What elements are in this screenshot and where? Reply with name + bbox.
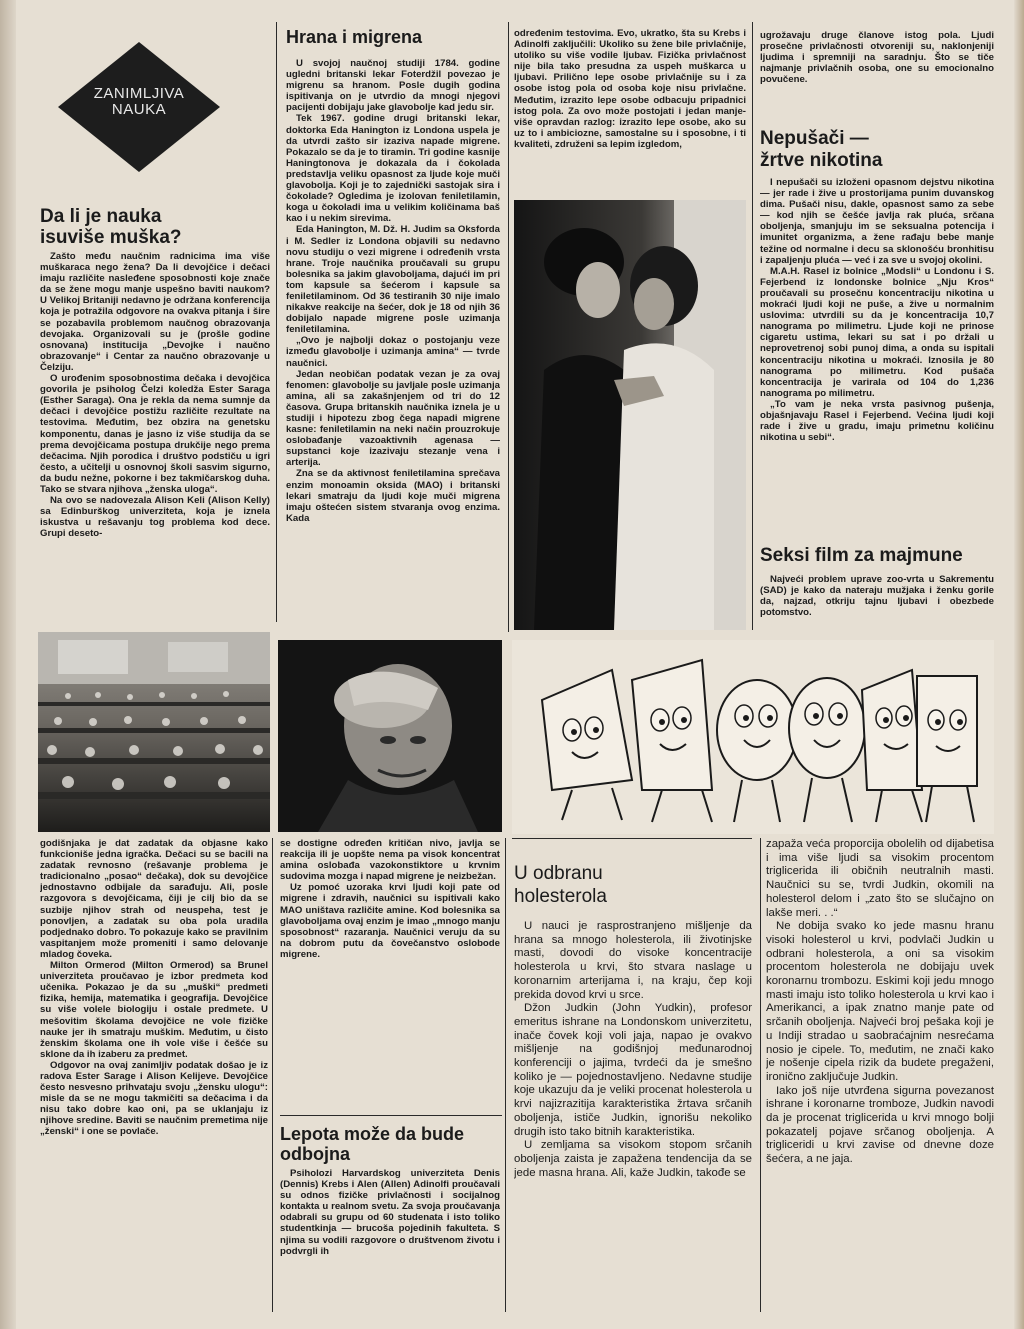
paragraph: Zna se da aktivnost feniletilamina sprečava enzim monoamin oksida (MAO) i britanski lekari smatraju da ljudi koje muči migrena imaju oštećen sistem stvaranja ovog enzima. Kada <box>286 468 500 524</box>
article-6-body-right <box>766 838 994 1312</box>
man-holding-head-image <box>278 640 502 832</box>
paragraph: Iako još nije utvrđena sigurna povezanost ishrane i koronarne tromboze, Judkin navodi da je procenat triglicerida u krvi mnogo bolji pokazatelj pojave srčanog oboljenja. A trigliceridi u krvi zavise od dnevne doze šećera, a ne jaja. <box>766 1084 994 1166</box>
column-rule <box>272 838 273 1312</box>
lecture-hall-photo <box>38 632 270 832</box>
article-4-title <box>760 128 994 172</box>
paragraph: I nepušači su izloženi opasnom dejstvu nikotina — jer rade i žive u prostorijama punim duvanskog dima. Pušači nisu, dakle, opasnost samo za sebe — kod njih se češće javlja rak pluća, srčana oboljenja, smanjuju im se seksualna potencija i imunitet organizma, a žene rađaju bebe manje težine od normalne i decu sa sklonošću bronhitisu i zapaljenju pluća — već i za sve u svojoj okolini. <box>760 177 994 266</box>
paragraph: U nauci je rasprostranjeno mišljenje da hrana sa mnogo holesterola, ili životinjske masti, dovodi do visoke koncentracije holesterola u krvi, što stvara naslage u koronarnim arterijama i, na kraju, čep koji prekida dovod krvi u srce. <box>514 920 752 1001</box>
paragraph: Tek 1967. godine drugi britanski lekar, doktorka Eda Hanington iz Londona uspela je da utvrdi zašto sir izaziva napade migrene. Pokazalo se da je to tiramin. Tri godine kasnije Haningtonova je dokazala da i čokolada predstavlja veliku opasnost za ljude koje muči glavobolja. Koji je to zajednički sastojak sira i čokolade? Ogledima je izolovan feniletilamin, koga u čokoladi ima u velikim količinama baš kao i u nekim sirevima. <box>286 113 500 225</box>
column-rule <box>508 22 509 632</box>
paragraph: Odgovor na ovaj zanimljiv podatak došao je iz radova Ester Sarage i Alison Kelijeve. Devojčice često nesvesno prihvataju svoju „žensku ulogu“: misle da se ne mogu takmičiti sa dečacima i da nisu tako dobre kao oni, pa se uklanjaju iz njihove sredine. Baviti se naučnim premetima nije „ženski“ i one se povlače. <box>40 1059 268 1138</box>
article-1-body-top <box>40 251 270 623</box>
badge-label <box>58 86 220 118</box>
paragraph: Na ovo se nadovezala Alison Keli (Alison Kelly) sa Edinburškog univerziteta, koja je iznela iskustva u rešavanju tog problema kod dece. Grupi deseto- <box>40 495 270 540</box>
paragraph: Najveći problem uprave zoo-vrta u Sakrementu (SAD) je kako da nateraju mužjaka i ženku gorile da, najzad, otkriju tajnu ljubavi i obezbede potomstvo. <box>760 574 994 619</box>
title-line: holesterola <box>514 886 607 907</box>
paragraph: zapaža veća proporcija obolelih od dijabetisa i ima više ljudi sa visokim procentom triglicerida ili običnih neutralnih masti. Naučnici su se, tvrdi Judkin, okomili na holesterol delom i „zato što se slučajno on lakše meri. . .“ <box>766 838 994 919</box>
migraine-man-photo <box>278 640 502 832</box>
article-4-body-top <box>760 30 994 122</box>
article-1-title <box>40 206 272 248</box>
paragraph: Psiholozi Harvardskog univerziteta Denis (Dennis) Krebs i Alen (Allen) Adinolfi proučavali su odnos fizičke privlačnosti i socijalnog kontakta u realnom svetu. Za svoja proučavanja odabrali su grupu od 60 studenata i isto toliko studentkinja — brucoša pojedinih fakulteta. S njima su vodili razgovore o društvenom životu i podvrgli ih <box>280 1168 500 1257</box>
paragraph: „To vam je neka vrsta pasivnog pušenja, objašnjavaju Rasel i Fejerbend. Većina ljudi koji rade i žive u gradu, imaju primetnu količinu nikotina u sebi“. <box>760 398 994 444</box>
paragraph: se dostigne određen kritičan nivo, javlja se reakcija ili je uopšte nema pa visok koncentrat amina oslobađa vazokonstiktore u krvnim sudovima mozga i napad migrene je neizbežan. <box>280 838 500 883</box>
article-6-title <box>514 862 750 908</box>
title-line: U odbranu <box>514 863 603 884</box>
title-line: Lepota može da bude <box>280 1124 465 1144</box>
paragraph: O urođenim sposobnostima dečaka i devojčica govorila je psiholog Čelzi koledža Ester Saraga (Esther Saraga). Ona je rekla da nema sumnje da dečaci i devojčice postižu različite rezultate na testovima. Međutim, bez obzira na genetsku komponentu, danas je jasno iz više studija da se prema devojčicama postupa drukčije nego prema dečacima. Njih porodica i društvo podstiču u igri često, a učitelji u osnovnoj školi sasvim sigurno, da budu nežne, pokorne i bez takmičarskog duha. Tako se stvara njihova „ženska uloga“. <box>40 373 270 495</box>
title-line: isuviše muška? <box>40 227 182 248</box>
section-rule <box>280 1115 502 1116</box>
article-3-title <box>280 1124 502 1164</box>
couple-embrace-image <box>514 200 746 630</box>
badge-line-2: NAUKA <box>111 101 167 118</box>
paragraph: Zašto među naučnim radnicima ima više muškaraca nego žena? Da li devojčice i dečaci imaju različite nasleđene sposobnosti koje znače da se žene mogu manje uspešno baviti naukom? U Velikoj Britaniji nedavno je održana konferencija koja je potražila odgovore na ovakva pitanja i šire se pozabavila problemom naučnog obrazovanja devojaka. Organizovali su je (prošle godine osnovana) institucija „Devojke i naučno obrazovanje“ i Centar za naučno obrazovanje u Čelziju. <box>40 251 270 373</box>
paragraph: Jedan neobičan podatak vezan je za ovaj fenomen: glavobolje su javljale posle uzimanja amina, ali sa zakašnjenjem od tri do 12 časova. Grupa britanskih naučnika iznela je u studiji i hipotezu zbog čega napadi migrene kasne: feniletilamin na neki način prouzrokuje oslobađanje vazoaktivnih agenasa — supstanci koje izazivaju stezanje vena i arterija. <box>286 368 500 469</box>
title-line: Nepušači — <box>760 128 869 149</box>
paragraph: godišnjaka je dat zadatak da objasne kako funkcioniše jedna igračka. Dečaci su se bacili na zadatak revnosno (rešavanje problema je tradicionalno „posao“ dečaka), dok su devojčice jednostavno odbijale da sarađuju. Ali, posle razgovora s devojčicama, čiji je cilj bio da se suzbije njihov strah od neuspeha, test je ponovljen, a zadatak su oba pola uradila podjednako dobro. To pokazuje kako se pravilnim vaspitanjem može promeniti i samo delovanje mladog čoveka. <box>40 838 268 960</box>
lecture-hall-image <box>38 632 270 832</box>
title-line: Da li je nauka <box>40 206 162 227</box>
column-rule <box>752 22 753 630</box>
column-rule <box>276 22 277 622</box>
article-1-body-bottom <box>40 838 268 1312</box>
couple-photo <box>514 200 746 630</box>
column-rule <box>760 838 761 1312</box>
section-rule <box>512 838 752 839</box>
column-rule <box>505 838 506 1312</box>
article-3-body-bottom <box>280 1168 500 1312</box>
section-badge <box>58 42 220 172</box>
paragraph: Ne dobija svako ko jede masnu hranu visoki holesterol u krvi, podvlači Judkin u odbrani holesterola, a oni sa visokim procentom holesterola ne dobijaju uvek koronarnu trombozu. Eskimi koji jedu mnogo masti imaju isto toliko holesterola u krvi kao i Amerikanci, a ipak znatno manje pate od srčanih oboljenja. Najveći broj pešaka koji je u Indiji stradao u saobraćajnim nesrećama nosio je cipele. To, međutim, ne znači kako je nošenje cipela rizik da budete pregaženi, ironično zaključuje Judkin. <box>766 920 994 1083</box>
article-6-body-left <box>514 920 752 1312</box>
title-line: žrtve nikotina <box>760 150 883 171</box>
paragraph: Džon Judkin (John Yudkin), profesor emeritus ishrane na Londonskom univerzitetu, inače čovek koji voli jaja, napao je ovakvo mišljenje na godišnjoj međunarodnoj konferenciji o jajima, tvrdeći da je smešno koliko je — pojednostavljeno. Nedavne studije koje ukazuju da je veliki procenat holesterola u krvi najizrazitija karakteristika žrtava srčanih oboljenja, ističe Judkin, ignorišu nekoliko drugih isto tako bitnih karakteristika. <box>514 1002 752 1138</box>
article-2-body <box>286 58 500 624</box>
article-5-body <box>760 574 994 630</box>
cartoon-food-characters-image <box>512 640 994 834</box>
paragraph: određenim testovima. Evo, ukratko, šta su Krebs i Adinolfi zaključili: Ukoliko su žene bile privlačnije, utoliko su više vodile ljubav. Fizička privlačnost nije bila tako presudna za uspeh muškarca u ljubavi. Prilično lepe osobe privlačnije su i za osobe istog pola od osoba koje nisu privlačne. Međutim, izrazito lepe osobe odbacuju pripadnici istog pola. Za ovo može postojati i jedan manje-više opravdan razlog: izrazito lepe osobe, ako su uz to i ambiciozne, samostalne su i sposobne, i ti kvaliteti, združeni sa lepim izgledom, <box>514 28 746 150</box>
article-4-body <box>760 177 994 539</box>
food-cartoon-illustration <box>512 640 994 834</box>
article-2-body-bottom <box>280 838 500 1114</box>
paragraph: U zemljama sa visokom stopom srčanih oboljenja zaista je zapažena tendencija da se jede masna hrana. Ali, kaže Judkin, takođe se <box>514 1139 752 1179</box>
title-line: odbojna <box>280 1144 350 1164</box>
paragraph: Milton Ormerod (Milton Ormerod) sa Brunel univerziteta proučavao je izbor predmeta kod učenika. Pokazao je da su „muški“ predmeti fizika, hemija, matematika i geografija. Devojčice su više volele biologiju i ostale predmete. U mešovitim školama devojčice ne vole fizičke nauke jer ih smatraju muškim. Međutim, u čisto ženskim školama one ih vole više i češće su sklone da ih izaberu za predmet. <box>40 960 268 1060</box>
paragraph: M.A.H. Rasel iz bolnice „Modsli“ u Londonu i S. Fejerbend iz londonske bolnice „Nju Kros“ proučavali su prosečnu koncentraciju nikotina u mokraći ljudi koji ne puše, a žive u normalnim uslovima: utvrdili su da je koncentracija 10,7 nanograma po milimetru. Ljude koji ne prinose cigaretu ustima, lekari su sat i po držali u neprovetrenoj sobi punoj dima, a onda su ispitali koncentraciju nikotina u mokraći. Iznosila je 80 nanograma po milimetru. Kod pušača koncentracija je varirala od 104 do 1,236 nanograma po milimetru. <box>760 265 994 399</box>
badge-line-1: ZANIMLJIVA <box>93 85 185 102</box>
paragraph: U svojoj naučnoj studiji 1784. godine ugledni britanski lekar Foterdžil povezao je migrenu sa hranom. Posle dugih godina ispitivanja on je utvrdio da mnogi njegovi pacijenti dobijaju jake glavobolje kad jedu sir. <box>286 58 500 114</box>
paragraph: Uz pomoć uzoraka krvi ljudi koji pate od migrene i zdravih, naučnici su ispitivali kako MAO uništava različite amine. Kod bolesnika sa glavoboljama ovaj enzim je imao „mnogo manju sposobnost“ razaranja. Naučnici veruju da su na dobrom putu da čovečanstvo oslobode migrene. <box>280 882 500 960</box>
article-3-body-top <box>514 28 746 198</box>
article-5-title: Seksi film za majmune <box>760 545 963 566</box>
paragraph: Eda Hanington, M. Dž. H. Judim sa Oksforda i M. Sedler iz Londona objavili su nedavno novu studiju o vezi migrene i određenih vrsta hrane. Troje naučnika proučavali su grupu bolesnika sa jakim glavoboljama, dajući im pri tom kapsule sa šećerom i kapsule sa feniletilaminom. Od 36 testiranih 30 nije imalo nikakve reakcije na šećer, dok je 18 od njih 36 dobijalo napade migrene posle uzimanja feniletilamina. <box>286 224 500 336</box>
article-2-title: Hrana i migrena <box>286 27 423 47</box>
paragraph: „Ovo je najbolji dokaz o postojanju veze između glavobolje i uzimanja amina“ — tvrde naučnici. <box>286 335 500 369</box>
paragraph: ugrožavaju druge članove istog pola. Ljudi prosečne privlačnosti otvoreniji su, naklonjeniji ljudima i spremniji na saradnju. Što se tiče najmanje privlačnih osoba, one su emocionalno povučene. <box>760 30 994 86</box>
